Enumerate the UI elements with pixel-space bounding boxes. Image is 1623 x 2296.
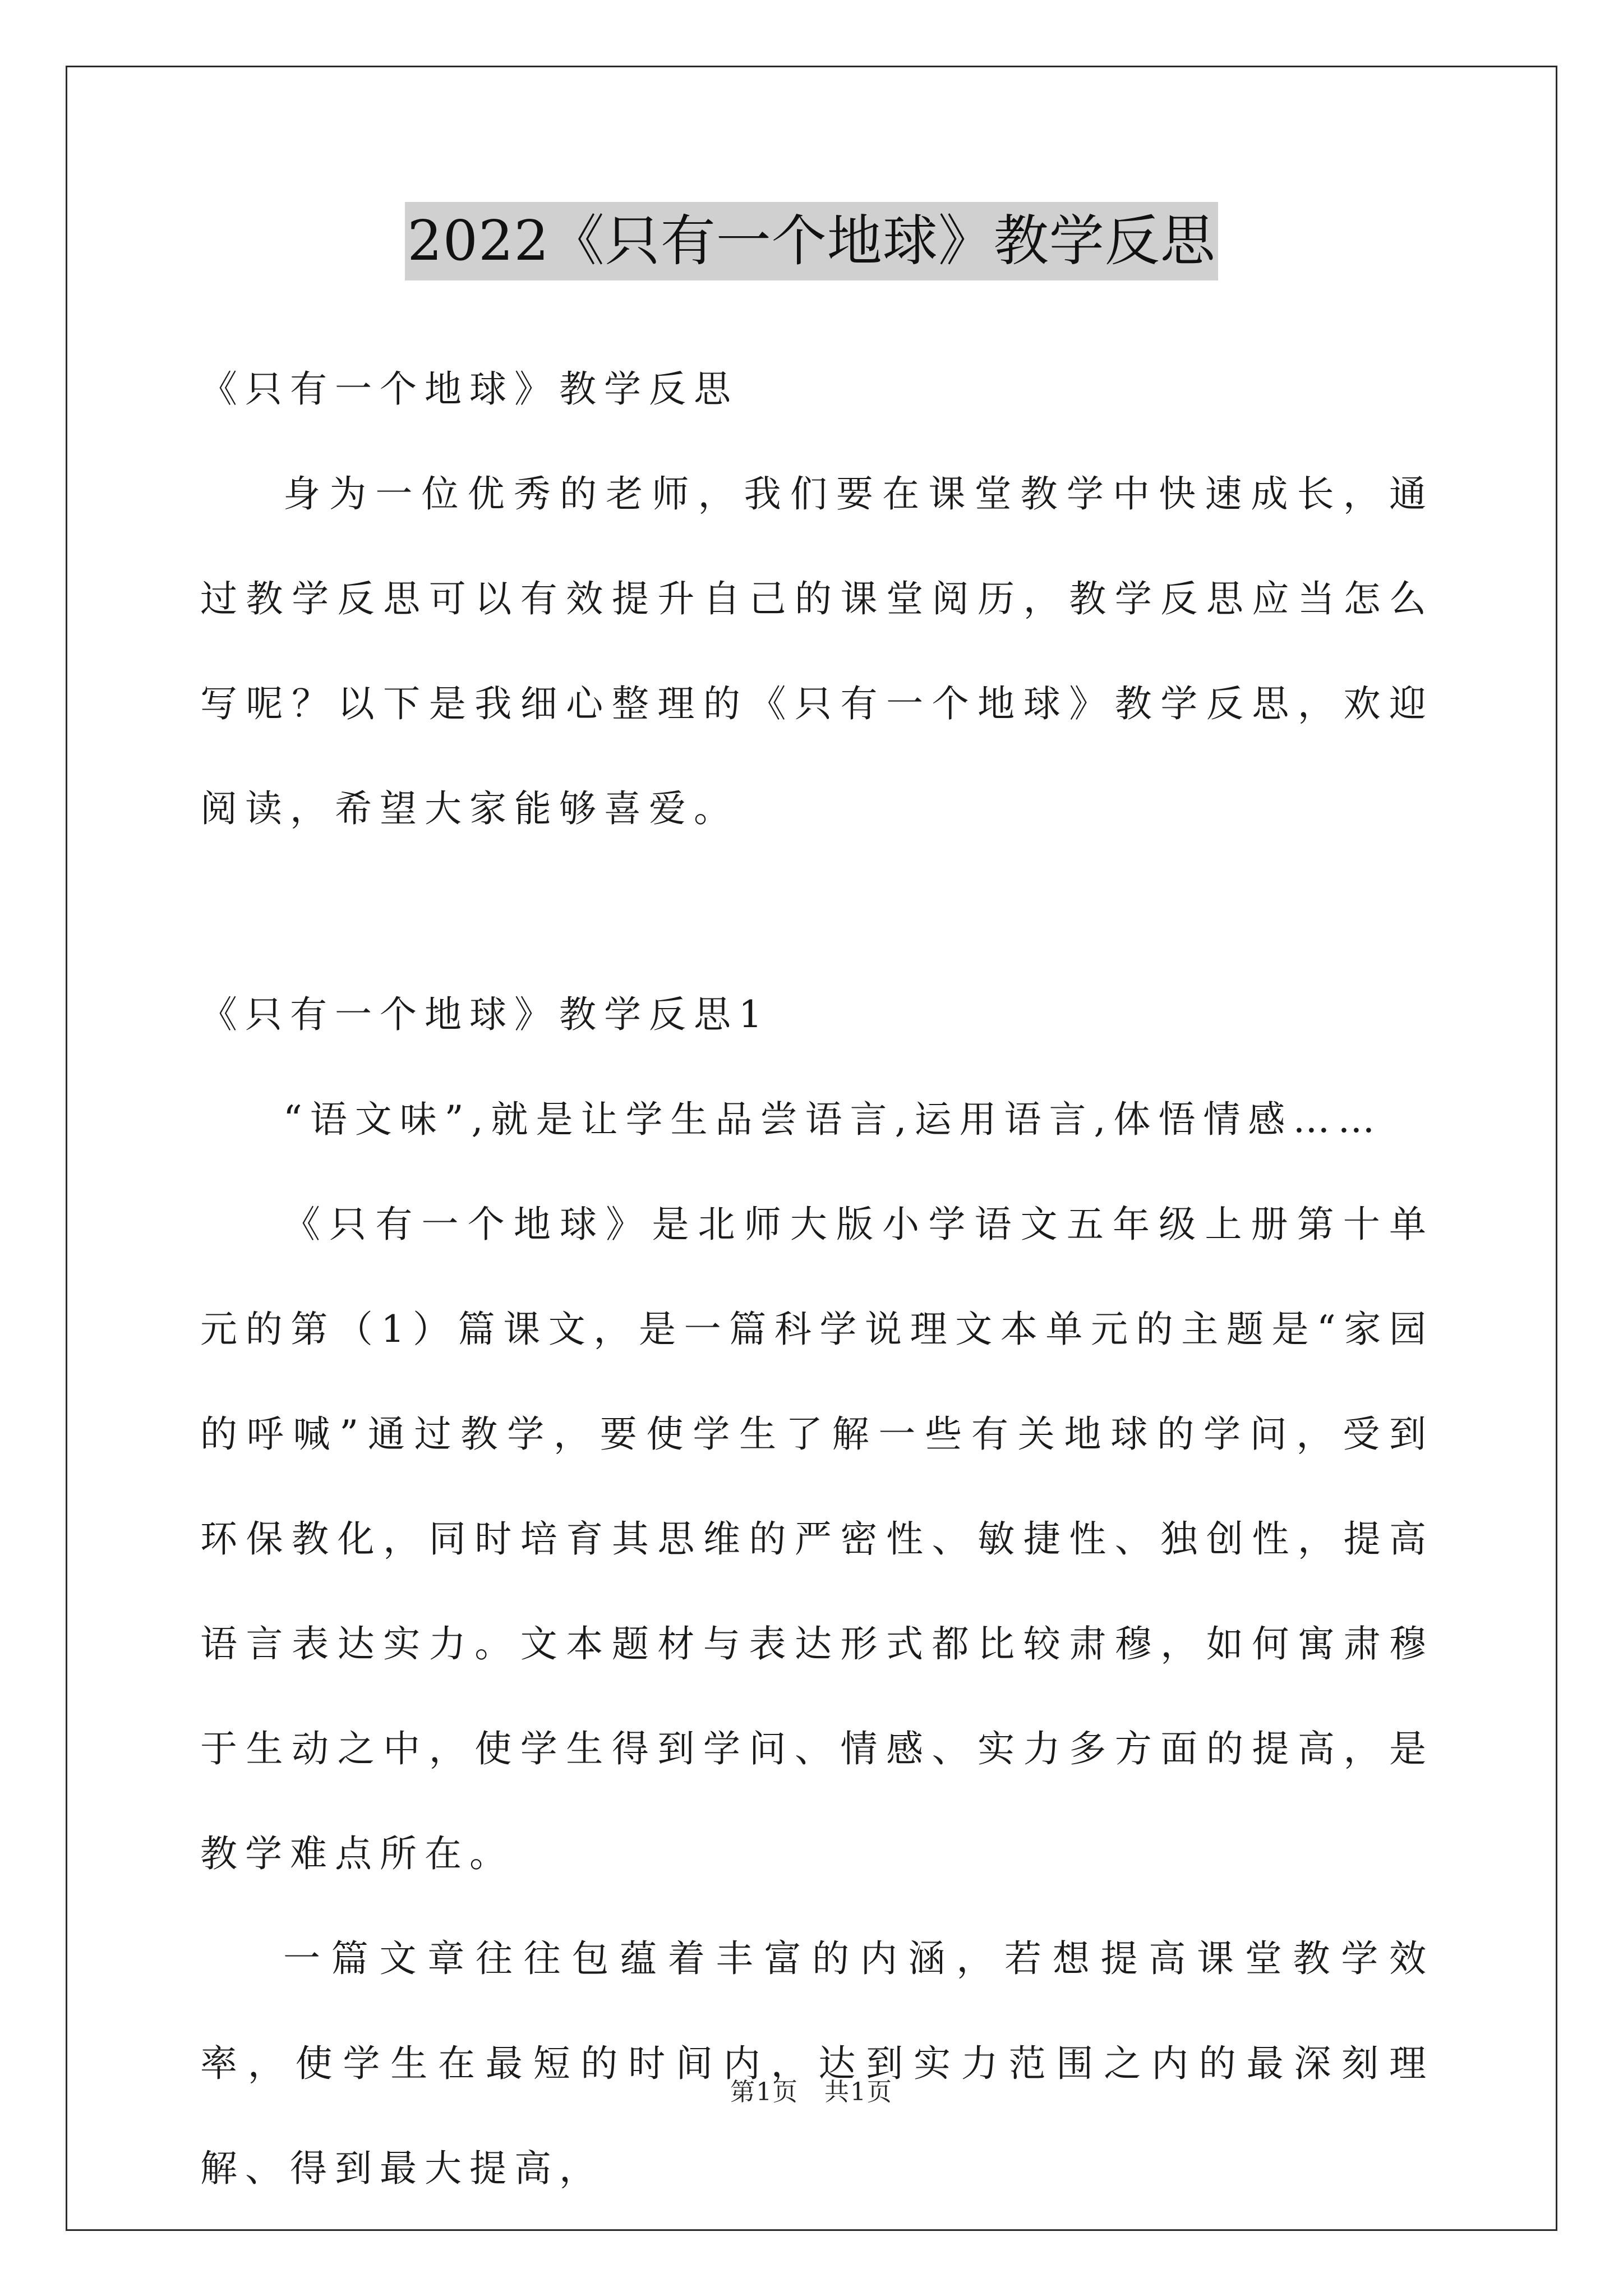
subtitle: 《只有一个地球》教学反思 — [200, 367, 739, 411]
section-paragraph-1: “语文味”,就是让学生品尝语言,运用语言,体悟情感…… — [283, 1098, 1383, 1141]
section-gap — [200, 861, 1434, 962]
section-heading: 《只有一个地球》教学反思1 — [200, 993, 770, 1036]
intro-paragraph: 身为一位优秀的老师，我们要在课堂教学中快速成长，通过教学反思可以有效提升自己的课堂阅历，教学反思应当怎么写呢？以下是我细心整理的《只有一个地球》教学反思，欢迎阅读，希望大家能够喜爱。 — [200, 472, 1434, 830]
document-title: 2022《只有一个地球》教学反思 — [405, 202, 1218, 280]
section-paragraph-3: 一篇文章往往包蕴着丰富的内涵，若想提高课堂教学效率，使学生在最短的时间内，达到实力范围之内的最深刻理解、得到最大提高， — [200, 1937, 1434, 2190]
document-body — [200, 337, 1434, 2221]
section-paragraph-2: 《只有一个地球》是北师大版小学语文五年级上册第十单元的第（1）篇课文，是一篇科学说理文本单元的主题是“家园的呼喊”通过教学，要使学生了解一些有关地球的学问，受到环保教化，同时培育其思维的严密性、敏捷性、独创性，提高语言表达实力。文本题材与表达形式都比较肃穆，如何寓肃穆于生动之中，使学生得到学问、情感、实力多方面的提高，是教学难点所在。 — [200, 1203, 1434, 1875]
page-footer: 第1页 共1页 — [730, 2078, 893, 2106]
title-wrap — [0, 202, 1623, 280]
